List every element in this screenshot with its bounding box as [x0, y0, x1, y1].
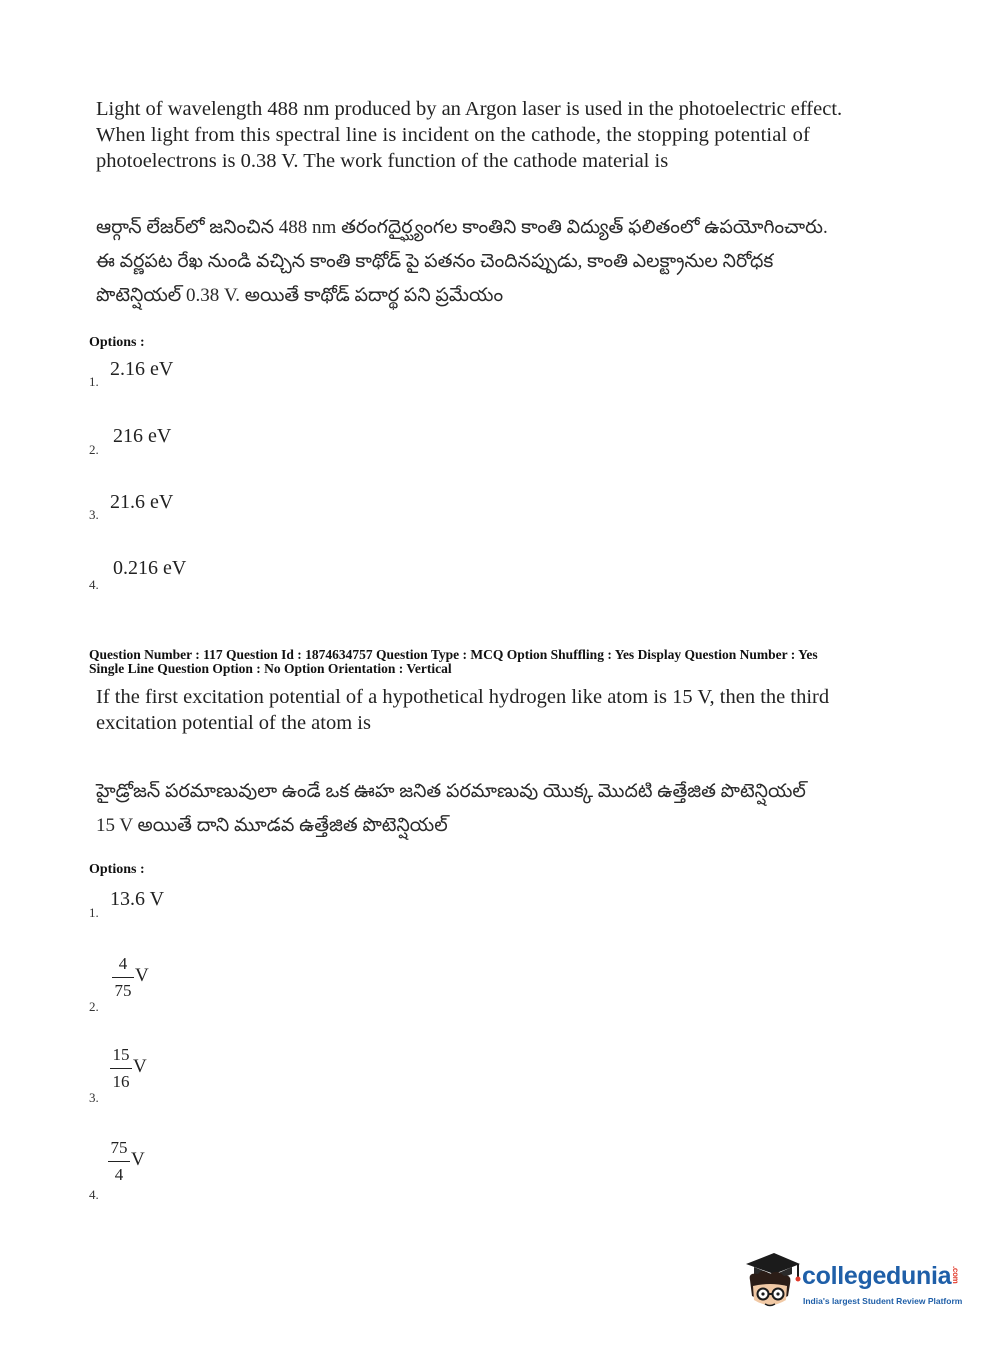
logo-suffix: .com	[951, 1266, 961, 1284]
logo-tagline: India's largest Student Review Platform	[803, 1296, 963, 1306]
fraction-denominator: 75	[114, 981, 132, 1000]
q2-option-3-value[interactable]	[110, 1045, 147, 1092]
q1-telugu-line: ఈ వర్ణపట రేఖ నుండి వచ్చిన కాంతి కాథోడ్ పై పతనం చెందినప్పుడు, కాంతి ఎలక్ట్రానుల నిరోధక	[96, 251, 774, 272]
q2-meta-line: Question Number : 117 Question Id : 1874634757 Question Type : MCQ Option Shuffling : Yes Display Question Number : Yes	[89, 647, 818, 662]
q2-telugu-line: హైడ్రోజన్ పరమాణువులా ఉండే ఒక ఊహ జనిత పరమాణువు యొక్క మొదటి ఉత్తేజిత పొటెన్షియల్	[96, 781, 806, 802]
q2-option-1-value[interactable]: 13.6 V	[110, 888, 165, 910]
fraction	[112, 954, 134, 1001]
logo-wordmark	[802, 1262, 960, 1291]
q1-english-line: Light of wavelength 488 nm produced by an Argon laser is used in the photoelectric effect.	[96, 98, 843, 120]
q1-telugu	[96, 211, 828, 313]
q2-english-line: If the first excitation potential of a hypothetical hydrogen like atom is 15 V, then the third	[96, 686, 830, 708]
fraction-numerator: 15	[112, 1045, 130, 1064]
fraction-bar	[112, 977, 134, 978]
q2-option-2-value[interactable]	[112, 954, 149, 1001]
q2-options-label: Options :	[89, 862, 145, 877]
q1-telugu-line: పొటెన్షియల్ 0.38 V. అయితే కాథోడ్ పదార్థ పని ప్రమేయం	[96, 285, 504, 306]
fraction	[110, 1045, 132, 1092]
q2-telugu-line: 15 V అయితే దాని మూడవ ఉత్తేజిత పొటెన్షియల్	[96, 815, 448, 836]
fraction-bar	[108, 1161, 130, 1162]
fraction	[108, 1138, 130, 1185]
student-mascot-icon	[740, 1250, 802, 1314]
q1-option-2-number: 2.	[89, 442, 99, 457]
unit-label: V	[131, 1148, 145, 1170]
q1-option-1-number: 1.	[89, 374, 99, 389]
q1-option-3-value[interactable]: 21.6 eV	[110, 491, 174, 513]
q1-options-label: Options :	[89, 335, 145, 350]
fraction-numerator: 75	[110, 1138, 128, 1157]
fraction-bar	[110, 1068, 132, 1069]
q2-option-4-number: 4.	[89, 1187, 99, 1202]
fraction-numerator: 4	[118, 954, 128, 973]
q1-option-2-value[interactable]: 216 eV	[113, 425, 172, 447]
collegedunia-logo	[740, 1250, 970, 1320]
q1-telugu-line: ఆర్గాన్ లేజర్‌లో జనించిన 488 nm తరంగదైర్ఘ్యంగల కాంతిని కాంతి విద్యుత్ ఫలితంలో ఉపయోగించారు.	[96, 217, 828, 238]
q2-english	[96, 684, 829, 736]
q2-meta	[89, 648, 818, 676]
q1-option-4-number: 4.	[89, 577, 99, 592]
fraction-denominator: 4	[114, 1165, 124, 1184]
q2-english-line: excitation potential of the atom is	[96, 712, 371, 734]
q1-option-1-value[interactable]: 2.16 eV	[110, 358, 174, 380]
unit-label: V	[133, 1055, 147, 1077]
q1-english-line: When light from this spectral line is incident on the cathode, the stopping potential of	[96, 124, 811, 146]
q1-english	[96, 96, 842, 174]
q2-option-3-number: 3.	[89, 1090, 99, 1105]
q1-option-4-value[interactable]: 0.216 eV	[113, 557, 187, 579]
q1-option-3-number: 3.	[89, 507, 99, 522]
q1-english-line: photoelectrons is 0.38 V. The work function of the cathode material is	[96, 150, 669, 172]
q2-meta-line: Single Line Question Option : No Option Orientation : Vertical	[89, 661, 452, 676]
unit-label: V	[135, 964, 149, 986]
q2-option-2-number: 2.	[89, 999, 99, 1014]
q2-option-4-value[interactable]	[108, 1138, 145, 1185]
q2-telugu	[96, 775, 806, 843]
q2-option-1-number: 1.	[89, 905, 99, 920]
logo-name: collegedunia	[802, 1262, 952, 1290]
fraction-denominator: 16	[112, 1072, 130, 1091]
